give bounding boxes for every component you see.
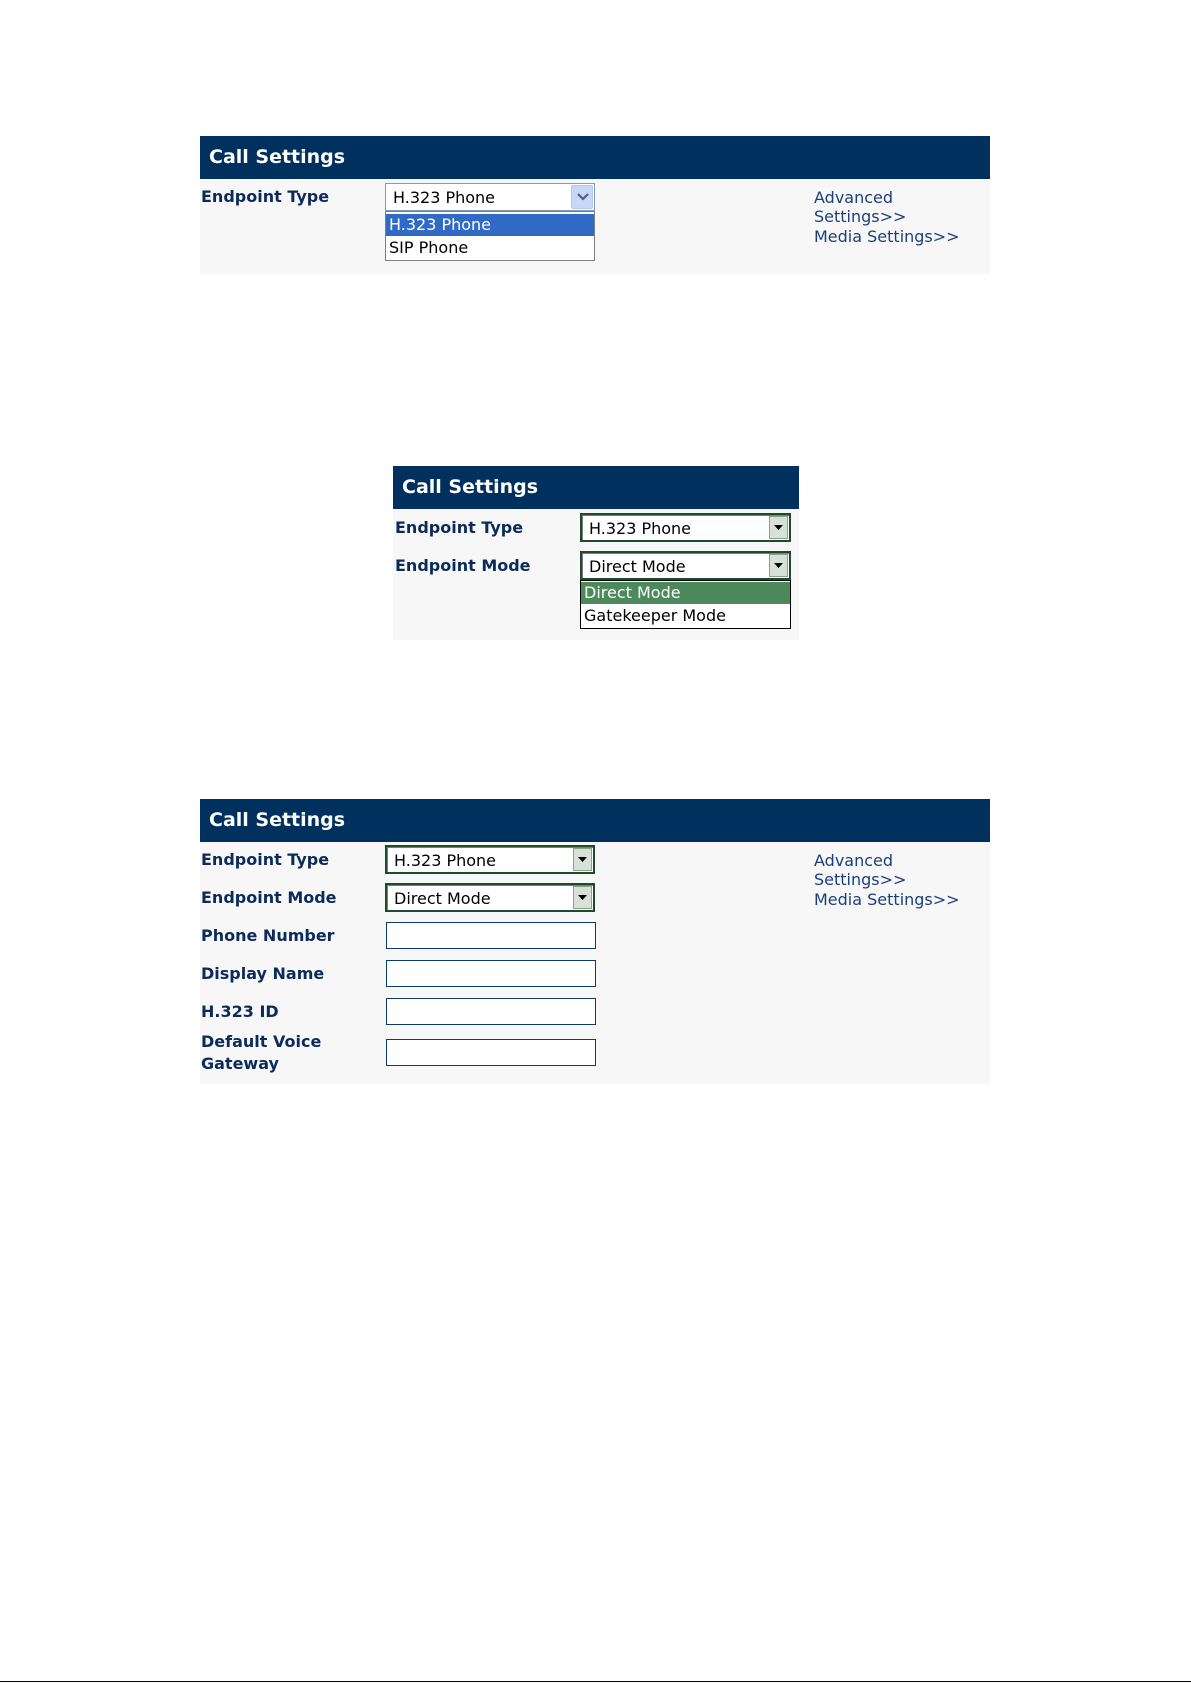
default-voice-gateway-field[interactable] [386,1039,596,1066]
endpoint-mode-label: Endpoint Mode [201,888,337,907]
h323-id-field[interactable] [386,998,596,1025]
dropdown-option-gatekeeper-mode[interactable]: Gatekeeper Mode [584,606,726,625]
display-name-label: Display Name [201,964,325,983]
endpoint-type-select[interactable] [385,845,595,874]
phone-number-field[interactable] [386,922,596,949]
panel-header [200,799,990,842]
dropdown-arrow-button[interactable] [769,516,788,539]
default-voice-gateway-label [201,1031,321,1075]
default-voice-gateway-label-line1: Default Voice [201,1032,322,1051]
triangle-down-icon [774,563,783,568]
phone-number-label: Phone Number [201,926,335,945]
endpoint-type-dropdown-list [385,211,595,261]
endpoint-mode-select[interactable] [385,883,595,912]
chevron-down-icon [577,193,589,201]
triangle-down-icon [578,857,587,862]
panel-header [393,466,799,509]
endpoint-type-selected-value: H.323 Phone [393,188,496,207]
h323-id-input[interactable] [387,999,595,1024]
panel-title: Call Settings [209,146,346,168]
endpoint-type-selected-value: H.323 Phone [394,851,497,870]
panel-title: Call Settings [402,476,539,498]
phone-number-input[interactable] [387,923,595,948]
call-settings-panel-2 [393,466,799,640]
default-voice-gateway-input[interactable] [387,1040,595,1065]
dropdown-arrow-button[interactable] [571,185,593,209]
panel-title: Call Settings [209,809,346,831]
panel-header [200,136,990,179]
advanced-settings-link[interactable]: Advanced Settings>> [814,851,907,889]
endpoint-mode-selected-value: Direct Mode [394,889,491,908]
page-footer-rule [0,1681,1191,1682]
endpoint-mode-selected-value: Direct Mode [589,557,686,576]
triangle-down-icon [578,895,587,900]
dropdown-option-h323-phone[interactable]: H.323 Phone [386,214,594,236]
endpoint-type-label: Endpoint Type [201,850,330,869]
endpoint-mode-label: Endpoint Mode [395,556,531,575]
h323-id-label: H.323 ID [201,1002,279,1021]
triangle-down-icon [774,525,783,530]
media-settings-link[interactable]: Media Settings>> [814,227,960,246]
endpoint-type-label: Endpoint Type [201,187,330,206]
call-settings-panel-3 [200,799,990,1084]
dropdown-arrow-button[interactable] [769,554,788,577]
media-settings-link[interactable]: Media Settings>> [814,890,960,909]
endpoint-mode-select[interactable] [580,551,791,580]
dropdown-arrow-button[interactable] [573,848,592,871]
dropdown-option-sip-phone[interactable]: SIP Phone [389,238,469,257]
endpoint-type-select[interactable] [580,513,791,542]
endpoint-type-label: Endpoint Type [395,518,524,537]
endpoint-mode-dropdown-list [580,580,791,629]
advanced-settings-link[interactable]: Advanced Settings>> [814,188,907,226]
display-name-field[interactable] [386,960,596,987]
call-settings-panel-1 [200,136,990,274]
dropdown-option-direct-mode[interactable]: Direct Mode [581,582,790,604]
display-name-input[interactable] [387,961,595,986]
endpoint-type-select[interactable] [385,183,595,211]
dropdown-arrow-button[interactable] [573,886,592,909]
endpoint-type-selected-value: H.323 Phone [589,519,692,538]
default-voice-gateway-label-line2: Gateway [201,1054,279,1073]
